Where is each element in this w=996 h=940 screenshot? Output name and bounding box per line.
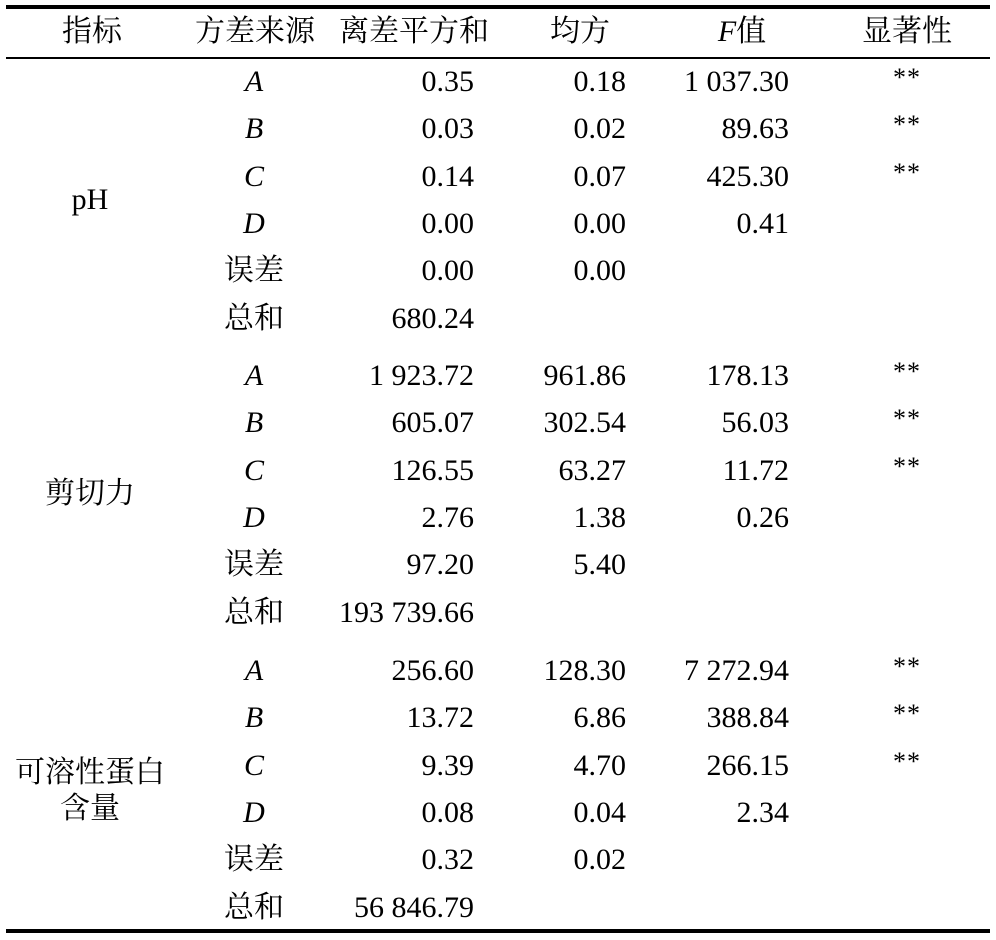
sum-of-squares-cell: 193 739.66	[339, 595, 474, 629]
sum-of-squares-cell: 680.24	[391, 301, 474, 335]
table-bottom-rule	[6, 929, 990, 933]
f-value-cell: 7 272.94	[684, 654, 789, 687]
mean-square-cell: 0.07	[573, 159, 626, 193]
header-indicator: 指标	[62, 15, 122, 48]
f-value-cell: 178.13	[706, 359, 789, 392]
table-header-rule	[6, 57, 990, 59]
mean-square-cell: 0.00	[573, 206, 626, 240]
sum-of-squares-cell: 13.72	[406, 701, 474, 735]
source-cell: C	[243, 159, 265, 193]
f-value-cell: 2.34	[736, 795, 789, 829]
header-f-value: F值	[717, 15, 767, 48]
source-cell: 总和	[224, 301, 284, 335]
mean-square-cell: 961.86	[543, 359, 626, 392]
indicator-shear-force: 剪切力	[45, 477, 135, 510]
significance-cell: **	[893, 451, 921, 481]
mean-square-cell: 0.00	[573, 254, 626, 288]
sum-of-squares-cell: 0.00	[421, 206, 474, 240]
f-value-cell: 0.26	[736, 500, 789, 534]
f-value-cell: 56.03	[721, 406, 789, 440]
sum-of-squares-cell: 0.35	[421, 65, 474, 98]
sum-of-squares-cell: 605.07	[391, 406, 474, 440]
source-cell: B	[244, 406, 264, 440]
mean-square-cell: 1.38	[573, 500, 626, 534]
mean-square-cell: 0.02	[573, 843, 626, 877]
source-cell: B	[244, 112, 264, 146]
source-cell: D	[243, 206, 265, 240]
source-cell: B	[244, 701, 264, 735]
sum-of-squares-cell: 9.39	[421, 748, 474, 782]
source-cell: D	[243, 500, 265, 534]
sum-of-squares-cell: 0.03	[421, 112, 474, 146]
f-value-cell: 425.30	[706, 159, 789, 193]
significance-cell: **	[893, 110, 921, 140]
source-cell: 总和	[224, 595, 284, 629]
sum-of-squares-cell: 2.76	[421, 500, 474, 534]
significance-cell: **	[893, 746, 921, 776]
f-value-cell: 11.72	[722, 453, 789, 487]
sum-of-squares-cell: 1 923.72	[369, 359, 474, 392]
mean-square-cell: 5.40	[573, 548, 626, 582]
mean-square-cell: 0.02	[573, 112, 626, 146]
f-value-cell: 1 037.30	[684, 65, 789, 98]
source-cell: A	[244, 359, 264, 392]
sum-of-squares-cell: 97.20	[406, 548, 474, 582]
sum-of-squares-cell: 0.32	[421, 843, 474, 877]
mean-square-cell: 6.86	[573, 701, 626, 735]
f-value-cell: 89.63	[721, 112, 789, 146]
significance-cell: **	[893, 652, 921, 681]
source-cell: A	[244, 65, 264, 98]
f-value-cell: 266.15	[706, 748, 789, 782]
significance-cell: **	[893, 357, 921, 386]
source-cell: 误差	[224, 254, 284, 288]
source-cell: 误差	[224, 548, 284, 582]
header-significance: 显著性	[862, 15, 952, 48]
significance-cell: **	[893, 699, 921, 729]
mean-square-cell: 302.54	[543, 406, 626, 440]
indicator-ph: pH	[71, 183, 109, 216]
header-sum-of-squares: 离差平方和	[339, 15, 489, 48]
indicator-soluble-protein-line2: 含量	[60, 792, 120, 825]
indicator-soluble-protein	[0, 752, 180, 830]
sum-of-squares-cell: 0.00	[421, 254, 474, 288]
source-cell: 误差	[224, 843, 284, 877]
header-mean-square: 均方	[550, 15, 610, 48]
significance-cell: **	[893, 157, 921, 187]
source-cell: C	[243, 748, 265, 782]
mean-square-cell: 63.27	[558, 453, 626, 487]
f-value-cell: 0.41	[736, 206, 789, 240]
significance-cell: **	[893, 404, 921, 434]
sum-of-squares-cell: 56 846.79	[354, 890, 474, 924]
sum-of-squares-cell: 0.08	[421, 795, 474, 829]
mean-square-cell: 0.18	[573, 65, 626, 98]
source-cell: 总和	[224, 890, 284, 924]
sum-of-squares-cell: 0.14	[421, 159, 474, 193]
f-value-cell: 388.84	[706, 701, 789, 735]
mean-square-cell: 0.04	[573, 795, 626, 829]
significance-cell: **	[893, 63, 921, 92]
source-cell: C	[243, 453, 265, 487]
source-cell: D	[243, 795, 265, 829]
indicator-soluble-protein-line1: 可溶性蛋白	[15, 756, 165, 789]
table-top-rule	[6, 5, 990, 9]
sum-of-squares-cell: 126.55	[391, 453, 474, 487]
header-source: 方差来源	[195, 15, 315, 48]
sum-of-squares-cell: 256.60	[391, 654, 474, 687]
mean-square-cell: 4.70	[573, 748, 626, 782]
source-cell: A	[244, 654, 264, 687]
mean-square-cell: 128.30	[543, 654, 626, 687]
